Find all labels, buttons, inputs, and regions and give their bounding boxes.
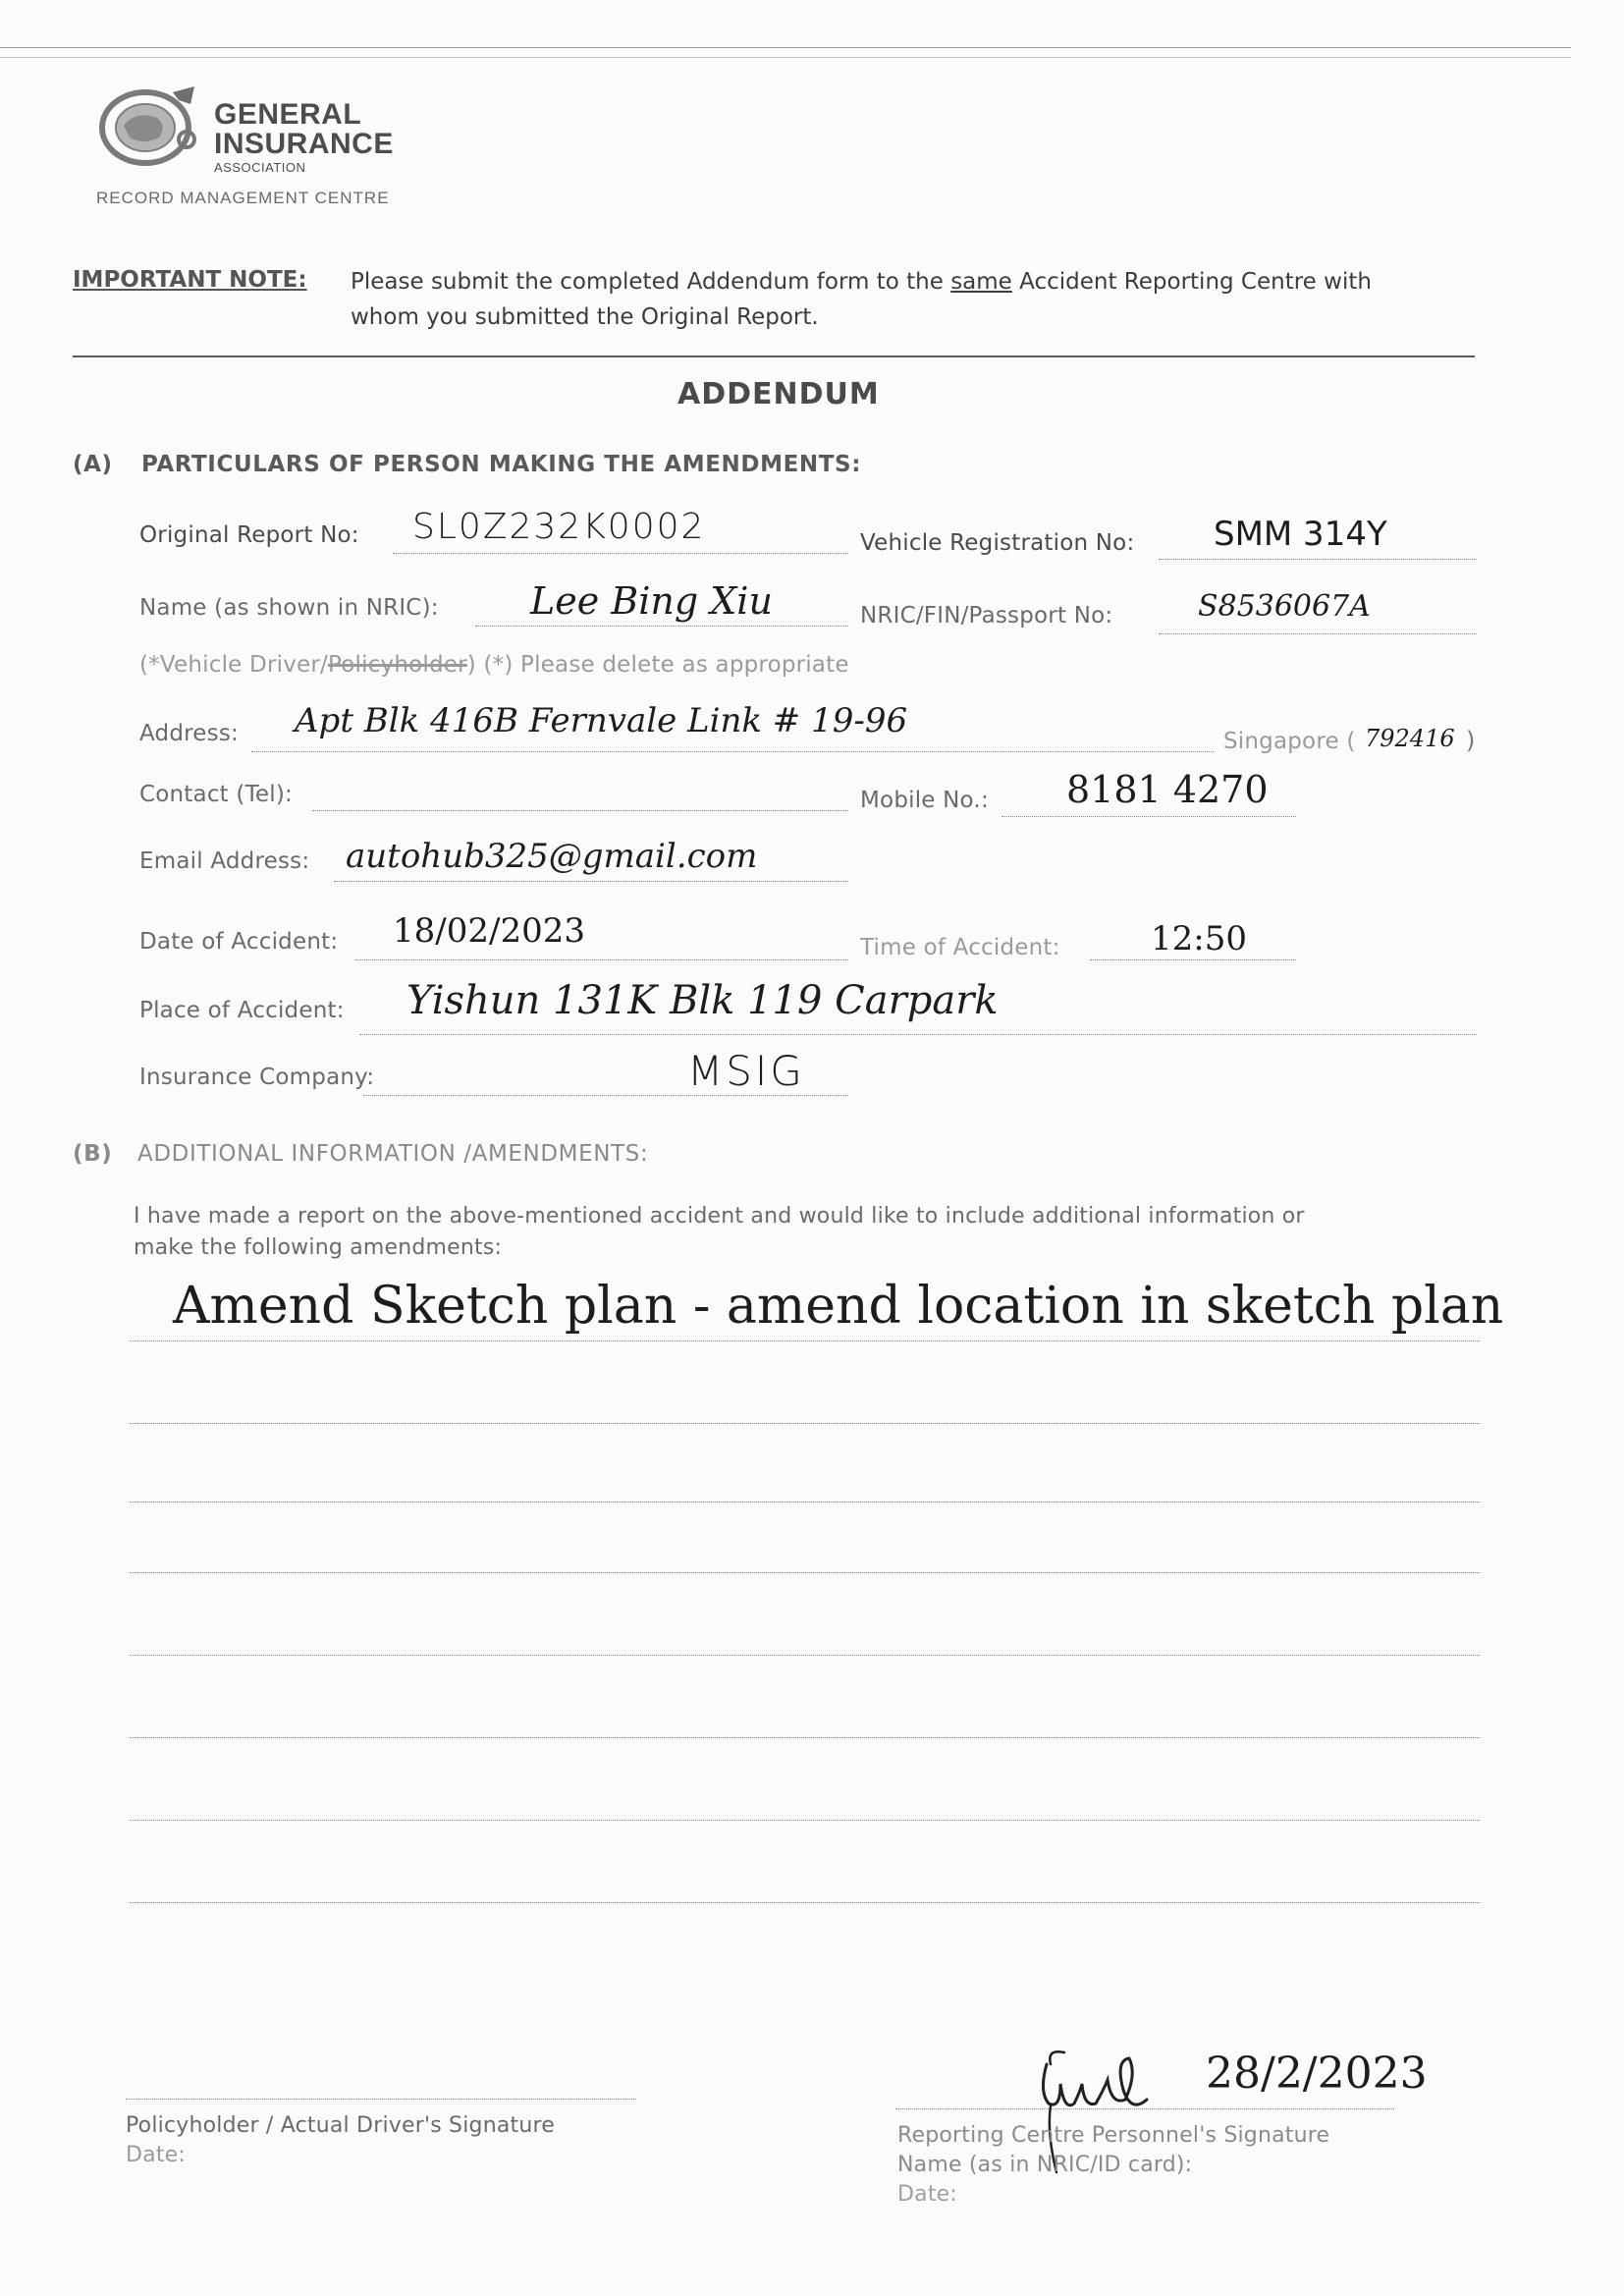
time-label: Time of Accident: xyxy=(860,935,1060,960)
logo-subtitle: RECORD MANAGEMENT CENTRE xyxy=(96,189,390,207)
contact-line xyxy=(312,809,848,811)
writing-line xyxy=(130,1339,1480,1341)
address-line xyxy=(251,750,1214,752)
time-value: 12:50 xyxy=(1151,919,1247,958)
section-a-letter: (A) xyxy=(73,452,113,477)
scan-edge-line xyxy=(0,47,1571,48)
important-note-label: IMPORTANT NOTE: xyxy=(73,267,307,293)
personnel-signature-date: 28/2/2023 xyxy=(1206,2049,1428,2099)
email-line xyxy=(334,880,848,882)
writing-line xyxy=(130,1736,1480,1738)
logo-line3: ASSOCIATION xyxy=(214,160,306,175)
nric-line xyxy=(1159,632,1477,634)
amendment-text: Amend Sketch plan - amend location in sketch plan xyxy=(173,1277,1504,1336)
logo-line1: GENERAL xyxy=(214,98,362,131)
place-value: Yishun 131K Blk 119 Carpark xyxy=(406,978,999,1023)
role-note-prefix: (*Vehicle Driver/ xyxy=(139,652,328,678)
vehicle-reg-value: SMM 314Y xyxy=(1214,515,1387,554)
section-b-intro-line2: make the following amendments: xyxy=(134,1235,503,1260)
writing-line xyxy=(130,1819,1480,1821)
role-note-struck: Policyholder xyxy=(327,652,467,678)
name-label: Name (as shown in NRIC): xyxy=(139,595,439,621)
personnel-signature-label: Reporting Centre Personnel's Signature xyxy=(897,2123,1330,2148)
section-b-letter: (B) xyxy=(73,1141,113,1167)
role-note-suffix: ) (*) Please delete as appropriate xyxy=(466,652,849,678)
important-note-text-line2: whom you submitted the Original Report. xyxy=(351,304,819,330)
logo-line2: INSURANCE xyxy=(214,128,394,160)
mobile-line xyxy=(1001,815,1296,817)
policyholder-signature-line xyxy=(126,2098,636,2100)
writing-line xyxy=(130,1654,1480,1656)
date-line xyxy=(355,958,848,960)
original-report-label: Original Report No: xyxy=(139,522,359,548)
role-note xyxy=(139,652,849,678)
gia-logo-emblem xyxy=(96,81,206,167)
vehicle-reg-line xyxy=(1159,558,1477,560)
scan-edge-line xyxy=(0,57,1571,58)
policyholder-date-label: Date: xyxy=(126,2143,186,2167)
note-text-underlined: same xyxy=(950,269,1012,295)
section-b-title: ADDITIONAL INFORMATION /AMENDMENTS: xyxy=(137,1141,649,1167)
place-label: Place of Accident: xyxy=(139,998,345,1023)
insurer-label: Insurance Company: xyxy=(139,1065,375,1090)
section-a-title: PARTICULARS OF PERSON MAKING THE AMENDMENTS: xyxy=(141,452,861,477)
header-divider xyxy=(73,355,1475,357)
singapore-label: Singapore ( xyxy=(1223,729,1356,754)
policyholder-signature-label: Policyholder / Actual Driver's Signature xyxy=(126,2113,555,2138)
personnel-date-label: Date: xyxy=(897,2182,957,2207)
vehicle-reg-label: Vehicle Registration No: xyxy=(860,530,1135,556)
mobile-label: Mobile No.: xyxy=(860,788,989,813)
original-report-value: SL0Z232K0002 xyxy=(412,507,706,547)
writing-line xyxy=(130,1901,1480,1903)
writing-line xyxy=(130,1501,1480,1503)
insurer-value: MSIG xyxy=(687,1047,805,1095)
email-value: autohub325@gmail.com xyxy=(346,837,758,876)
mobile-value: 8181 4270 xyxy=(1066,768,1269,811)
time-line xyxy=(1090,958,1296,960)
contact-label: Contact (Tel): xyxy=(139,782,293,807)
nric-value: S8536067A xyxy=(1198,589,1371,624)
writing-line xyxy=(130,1571,1480,1573)
note-text-after: Accident Reporting Centre with xyxy=(1011,269,1372,295)
name-line xyxy=(475,625,848,627)
date-value: 18/02/2023 xyxy=(393,911,585,951)
date-label: Date of Accident: xyxy=(139,929,339,955)
section-b-intro-line1: I have made a report on the above-mentioned accident and would like to include additional information or xyxy=(134,1204,1305,1229)
original-report-line xyxy=(393,552,848,554)
personnel-name-label: Name (as in NRIC/ID card): xyxy=(897,2153,1193,2177)
nric-label: NRIC/FIN/Passport No: xyxy=(860,603,1113,629)
writing-line xyxy=(130,1422,1480,1424)
postal-value: 792416 xyxy=(1365,725,1455,752)
important-note-text xyxy=(351,269,1372,295)
place-line xyxy=(359,1033,1477,1035)
singapore-close-paren: ) xyxy=(1466,727,1476,754)
note-text-before: Please submit the completed Addendum form to the xyxy=(351,269,951,295)
email-label: Email Address: xyxy=(139,848,310,874)
name-value: Lee Bing Xiu xyxy=(530,579,773,623)
address-value: Apt Blk 416B Fernvale Link # 19-96 xyxy=(295,701,908,740)
address-label: Address: xyxy=(139,721,239,746)
form-title: ADDENDUM xyxy=(677,377,880,411)
